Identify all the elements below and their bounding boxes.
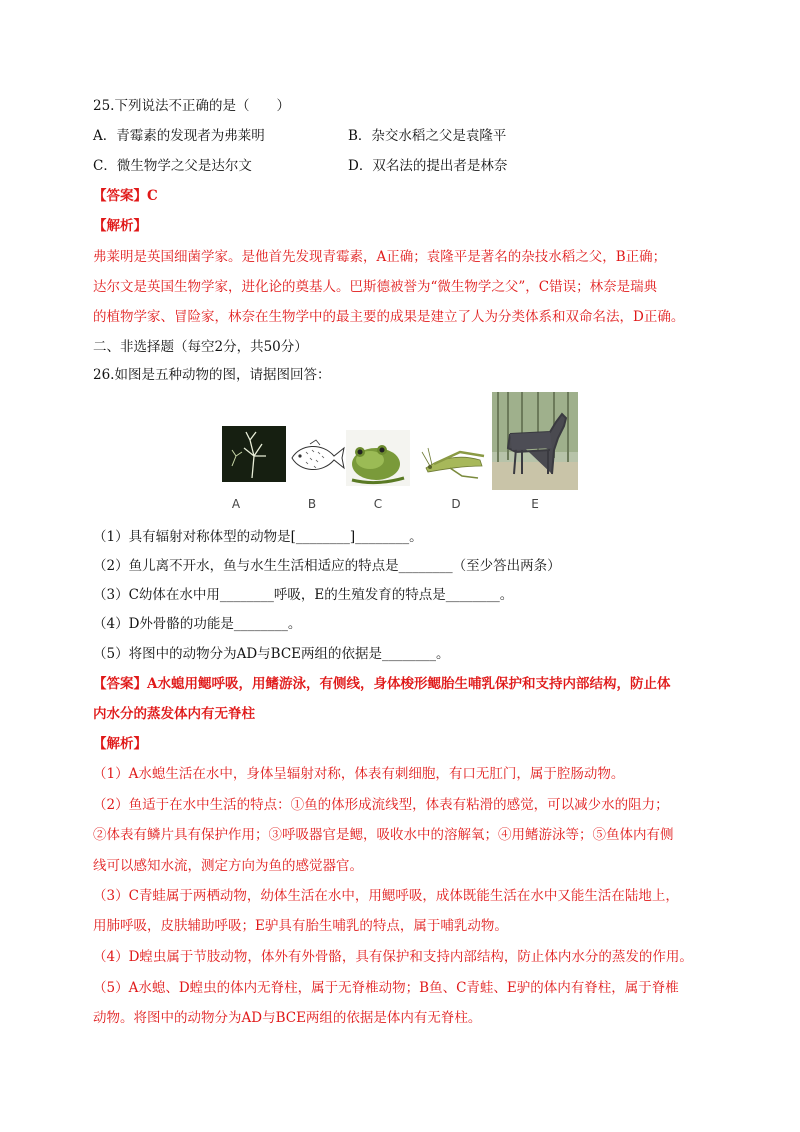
analysis-25-line: 弗莱明是英国细菌学家。是他首先发现青霉素，A正确；袁隆平是著名的杂技水稻之父，B正确； [93,249,667,265]
hydra-image [222,426,286,482]
answer-26-line: 内水分的蒸发体内有无脊柱 [93,706,255,722]
analysis-26-line: （1）A水螅生活在水中，身体呈辐射对称，体表有刺细胞，有口无肛门，属于腔肠动物。 [93,766,625,782]
analysis-26-line: 线可以感知水流，测定方向为鱼的感觉器官。 [93,858,363,874]
analysis-25-line: 达尔文是英国生物学家，进化论的奠基人。巴斯德被誉为“微生物学之父”，C错误；林奈是瑞典 [93,279,658,295]
option-b: B．杂交水稻之父是袁隆平 [348,128,507,144]
option-c: C．微生物学之父是达尔文 [93,158,252,174]
frog-image [346,430,410,486]
analysis-26-line: ②体表有鳞片具有保护作用；③呼吸器官是鳃，吸收水中的溶解氧；④用鳍游泳等；⑤鱼体内有侧 [93,827,674,843]
answer-26-line: 【答案】A水螅用鳃呼吸，用鳍游泳，有侧线，身体梭形鳃胎生哺乳保护和支持内部结构，防止体 [93,676,671,692]
figure-label-b: B [307,497,317,511]
analysis-26-line: （5）A水螅、D蝗虫的体内无脊柱，属于无脊椎动物；B鱼、C青蛙、E驴的体内有脊柱，属于脊椎 [93,980,679,996]
analysis-25-line: 的植物学家、冒险家，林奈在生物学中的最主要的成果是建立了人为分类体系和双命名法，D正确。 [93,309,685,325]
analysis-26-line: （2）鱼适于在水中生活的特点：①鱼的体形成流线型，体表有粘滑的感觉，可以减少水的阻力； [93,797,669,813]
fish-image [288,438,346,478]
figure-label-d: D [451,497,461,511]
question-26-5: （5）将图中的动物分为AD与BCE两组的依据是________。 [93,646,450,662]
animals-figure [222,392,578,516]
option-d: D．双名法的提出者是林奈 [348,158,508,174]
donkey-image [492,392,578,490]
analysis-26-line: （4）D蝗虫属于节肢动物，体外有外骨骼，具有保护和支持内部结构，防止体内水分的蒸发的作用。 [93,949,693,965]
analysis-26-line: （3）C青蛙属于两栖动物，幼体生活在水中，用鳃呼吸，成体既能生活在水中又能生活在陆地上， [93,888,679,904]
figure-label-c: C [373,497,383,511]
question-26-stem: 26.如图是五种动物的图，请据图回答： [93,367,331,383]
question-26-3: （3）C幼体在水中用________呼吸，E的生殖发育的特点是________。 [93,587,514,603]
question-26-4: （4）D外骨骼的功能是________。 [93,616,302,632]
question-26-1: （1）具有辐射对称体型的动物是[________]________。 [93,529,423,545]
section-title: 二、非选择题（每空2分，共50分） [93,339,308,355]
figure-label-a: A [231,497,241,511]
option-a: A．青霉素的发现者为弗莱明 [93,128,265,144]
analysis-26-line: 用肺呼吸，皮肤辅助呼吸；E驴具有胎生哺乳的特点，属于哺乳动物。 [93,918,508,934]
analysis-26-line: 动物。将图中的动物分为AD与BCE两组的依据是体内有无脊柱。 [93,1010,482,1026]
grasshopper-image [420,438,490,482]
question-25-stem: 25.下列说法不正确的是（ ） [93,98,290,114]
figure-label-e: E [531,497,539,511]
answer-25: 【答案】C [93,188,158,204]
analysis-title-26: 【解析】 [93,736,147,752]
analysis-title-25: 【解析】 [93,218,147,234]
question-26-2: （2）鱼儿离不开水，鱼与水生生活相适应的特点是________（至少答出两条） [93,558,561,574]
